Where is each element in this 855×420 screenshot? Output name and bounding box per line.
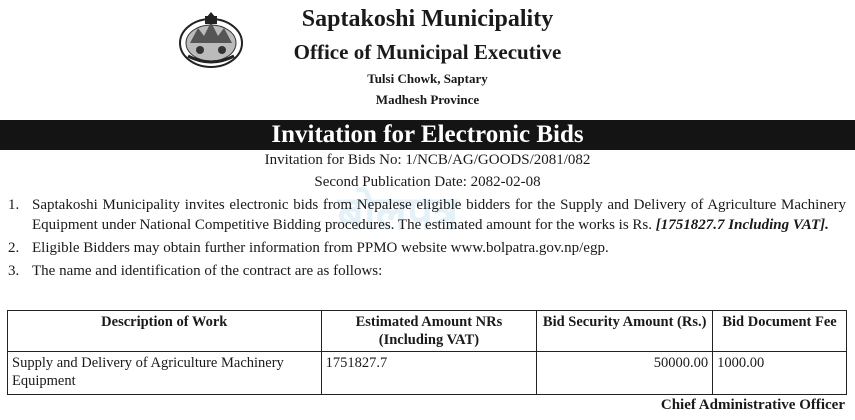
estimated-amount: [1751827.7 Including VAT]. xyxy=(655,217,829,233)
publication-date: Second Publication Date: 2082-02-08 xyxy=(314,174,541,190)
address-line-1: Tulsi Chowk, Saptary xyxy=(367,71,488,86)
cell-document-fee: 1000.00 xyxy=(713,352,847,395)
watermark-text: बोलपत्र xyxy=(337,186,459,240)
cell-bid-security: 50000.00 xyxy=(537,352,713,395)
col-header-document-fee: Bid Document Fee xyxy=(713,311,847,352)
office-name: Office of Municipal Executive xyxy=(293,40,562,64)
contract-table xyxy=(7,310,847,395)
table-header-row xyxy=(8,311,847,352)
notice-header xyxy=(0,0,855,118)
item-text: The name and identification of the contract are as follows: xyxy=(32,263,383,279)
item-number: 1. xyxy=(8,197,20,213)
table-row xyxy=(8,352,847,395)
list-item xyxy=(8,195,846,235)
col-header-estimated-amount: Estimated Amount NRs (Including VAT) xyxy=(321,311,537,352)
signoff: Chief Administrative Officer xyxy=(660,397,845,413)
list-item xyxy=(8,238,846,258)
notice-title-banner: Invitation for Electronic Bids xyxy=(0,120,855,150)
item-number: 2. xyxy=(8,240,20,256)
list-item xyxy=(8,261,846,281)
cell-estimated-amount: 1751827.7 xyxy=(321,352,537,395)
notice-items xyxy=(8,195,846,284)
address-line-2: Madhesh Province xyxy=(375,92,480,107)
bid-number: Invitation for Bids No: 1/NCB/AG/GOODS/2081/082 xyxy=(264,152,591,168)
item-text: Saptakoshi Municipality invites electronic bids from Nepalese eligible bidders for the Supply and Delivery of Agriculture Machinery Equipment under National Competitive Bidding procedures. The estimated amount for the works is Rs. xyxy=(32,197,846,233)
col-header-bid-security: Bid Security Amount (Rs.) xyxy=(537,311,713,352)
item-number: 3. xyxy=(8,263,20,279)
item-text: Eligible Bidders may obtain further information from PPMO website www.bolpatra.gov.np/egp. xyxy=(32,240,609,256)
col-header-description: Description of Work xyxy=(8,311,322,352)
org-name: Saptakoshi Municipality xyxy=(301,6,554,32)
cell-description: Supply and Delivery of Agriculture Machinery Equipment xyxy=(8,352,322,395)
